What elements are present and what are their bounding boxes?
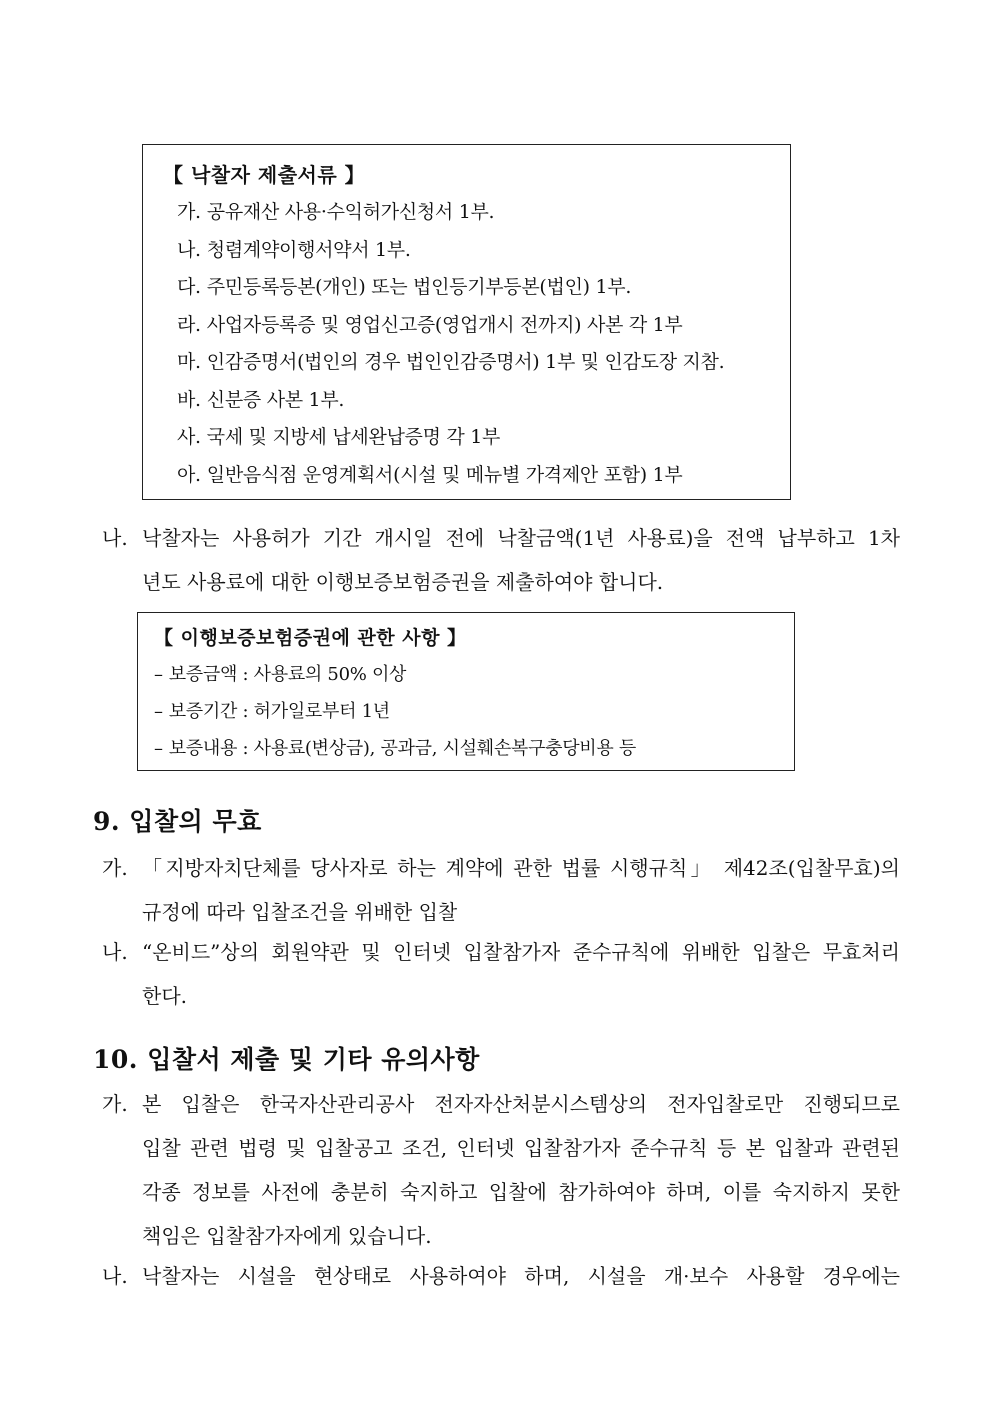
paragraph-line bbox=[102, 974, 900, 1018]
item-text: 국세 및 지방세 납세완납증명 각 1부 bbox=[206, 426, 501, 448]
paragraph-text: 년도 사용료에 대한 이행보증보험증권을 제출하여야 합니다. bbox=[142, 570, 664, 594]
item-text: 공유재산 사용·수익허가신청서 1부. bbox=[206, 201, 495, 223]
item-marker: 가. bbox=[177, 201, 201, 223]
guarantee-list bbox=[154, 660, 636, 771]
paragraph-text: 한다. bbox=[142, 984, 187, 1008]
list-item bbox=[177, 385, 724, 423]
item-text: 사업자등록증 및 영업신고증(영업개시 전까지) 사본 각 1부 bbox=[206, 313, 683, 336]
item-text: 보증금액 : 사용료의 50% 이상 bbox=[168, 664, 407, 685]
item-text: 보증기간 : 허가일로부터 1년 bbox=[168, 701, 390, 722]
paragraph-marker: 나. bbox=[102, 940, 128, 964]
paragraph-marker: 나. bbox=[102, 526, 128, 550]
paragraph-text: 규정에 따라 입찰조건을 위배한 입찰 bbox=[142, 900, 458, 924]
paragraph-text: 입찰 관련 법령 및 입찰공고 조건, 인터넷 입찰참가자 준수규칙 등 본 입찰과 관련된 bbox=[142, 1136, 900, 1160]
paragraph-text: 낙찰자는 사용허가 기간 개시일 전에 낙찰금액(1년 사용료)을 전액 납부하고 1차 bbox=[142, 526, 900, 550]
item-marker: 사. bbox=[177, 426, 201, 448]
paragraph-text: 책임은 입찰참가자에게 있습니다. bbox=[142, 1224, 432, 1248]
item-marker: 바. bbox=[177, 388, 201, 411]
list-item bbox=[154, 697, 636, 734]
item-marker: 아. bbox=[177, 463, 201, 486]
paragraph-marker: 가. bbox=[102, 856, 128, 880]
section-10-heading: 10. 입찰서 제출 및 기타 유의사항 bbox=[93, 1045, 480, 1074]
paragraph-line bbox=[102, 560, 900, 604]
paragraph-line bbox=[102, 890, 900, 934]
list-item bbox=[154, 660, 636, 697]
item-marker: 나. bbox=[177, 238, 201, 261]
item-text: 일반음식점 운영계획서(시설 및 메뉴별 가격제안 포함) 1부 bbox=[206, 463, 683, 486]
paragraph-line bbox=[102, 930, 900, 974]
section-9-paragraph-b bbox=[102, 930, 900, 1018]
paragraph-text: 「지방자치단체를 당사자로 하는 계약에 관한 법률 시행규칙」 제42조(입찰무효)의 bbox=[142, 856, 900, 880]
paragraph-text: 각종 정보를 사전에 충분히 숙지하고 입찰에 참가하여야 하며, 이를 숙지하지 못한 bbox=[142, 1180, 900, 1204]
paragraph-line bbox=[102, 846, 900, 890]
section-9-heading: 9. 입찰의 무효 bbox=[93, 807, 262, 836]
list-item bbox=[177, 347, 724, 385]
list-item bbox=[177, 310, 724, 348]
item-marker: – bbox=[154, 701, 163, 722]
paragraph-line bbox=[102, 1126, 900, 1170]
list-item bbox=[177, 272, 724, 310]
item-marker: – bbox=[154, 664, 163, 685]
box-title: 【 이행보증보험증권에 관한 사항 】 bbox=[154, 627, 467, 649]
list-item bbox=[154, 734, 636, 771]
item-marker: 마. bbox=[177, 351, 201, 373]
paragraph-line bbox=[102, 1170, 900, 1214]
list-item bbox=[177, 460, 724, 498]
paragraph-marker: 가. bbox=[102, 1092, 128, 1116]
section-9-paragraph-a bbox=[102, 846, 900, 934]
item-marker: 라. bbox=[177, 313, 201, 336]
section-10-paragraph-a bbox=[102, 1082, 900, 1258]
item-text: 주민등록등본(개인) 또는 법인등기부등본(법인) 1부. bbox=[206, 276, 632, 298]
paragraph-marker: 나. bbox=[102, 1264, 128, 1288]
paragraph-text: 낙찰자는 시설을 현상태로 사용하여야 하며, 시설을 개·보수 사용할 경우에는 bbox=[142, 1264, 900, 1288]
item-text: 청렴계약이행서약서 1부. bbox=[206, 238, 411, 261]
paragraph-line bbox=[102, 1082, 900, 1126]
list-item bbox=[177, 235, 724, 273]
item-marker: – bbox=[154, 738, 163, 759]
section-10-paragraph-b bbox=[102, 1254, 900, 1298]
documents-list bbox=[177, 197, 724, 497]
box-title: 【 낙찰자 제출서류 】 bbox=[163, 163, 366, 187]
paragraph-text: “온비드”상의 회원약관 및 인터넷 입찰참가자 준수규칙에 위배한 입찰은 무효처리 bbox=[142, 940, 900, 964]
guarantee-insurance-box bbox=[137, 612, 795, 771]
paragraph-line bbox=[102, 1214, 900, 1258]
payment-paragraph bbox=[102, 516, 900, 604]
item-text: 보증내용 : 사용료(변상금), 공과금, 시설훼손복구충당비용 등 bbox=[168, 738, 636, 759]
paragraph-line bbox=[102, 1254, 900, 1298]
list-item bbox=[177, 422, 724, 460]
winning-bidder-documents-box bbox=[142, 144, 791, 500]
paragraph-line bbox=[102, 516, 900, 560]
item-text: 신분증 사본 1부. bbox=[206, 388, 345, 411]
list-item bbox=[177, 197, 724, 235]
item-marker: 다. bbox=[177, 276, 201, 298]
item-text: 인감증명서(법인의 경우 법인인감증명서) 1부 및 인감도장 지참. bbox=[206, 351, 725, 373]
paragraph-text: 본 입찰은 한국자산관리공사 전자자산처분시스템상의 전자입찰로만 진행되므로 bbox=[142, 1092, 900, 1116]
